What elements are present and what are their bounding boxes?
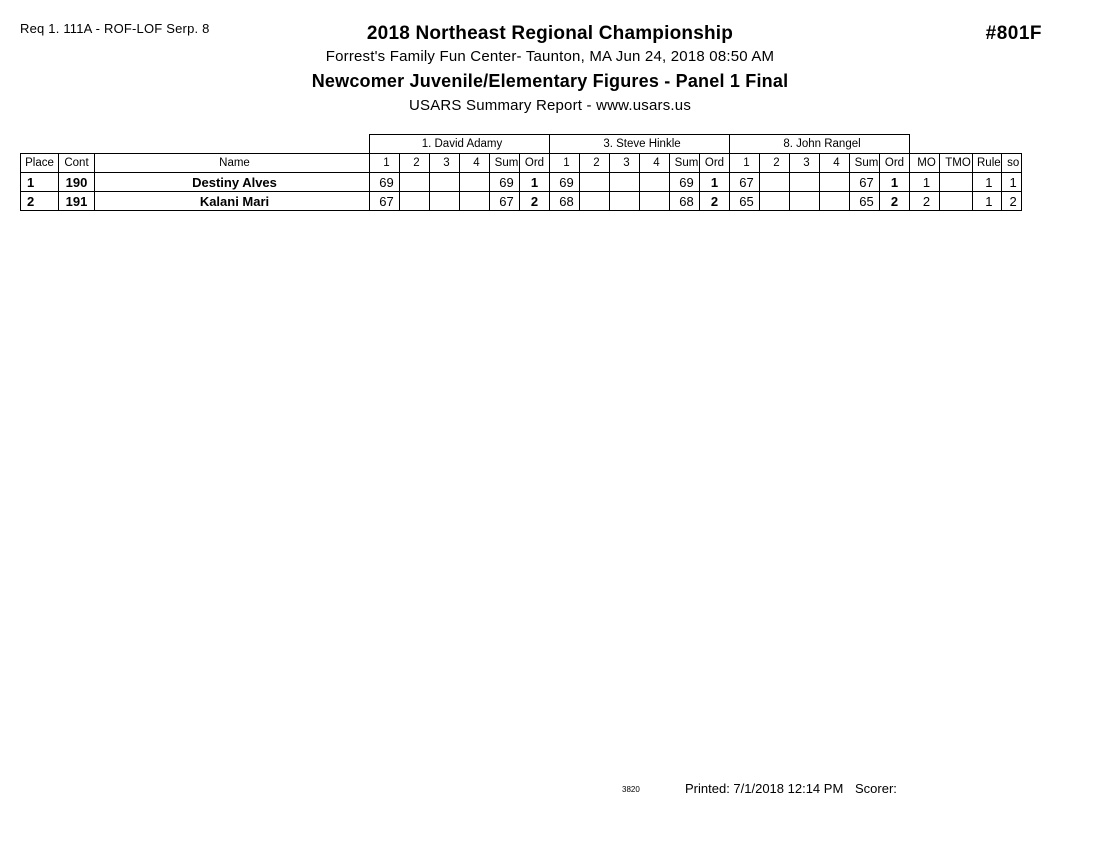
header-j3-sum: Sum — [850, 154, 880, 173]
row-j1-score-1: 67 — [370, 192, 400, 211]
table-row — [21, 192, 1022, 211]
header-j3-score-4: 4 — [820, 154, 850, 173]
row-j3-score-4 — [820, 192, 850, 211]
header-j2-score-3: 3 — [610, 154, 640, 173]
row-j2-score-3 — [610, 173, 640, 192]
row-rule: 1 — [973, 173, 1002, 192]
row-tmo — [940, 192, 973, 211]
event-code: #801F — [985, 23, 1042, 44]
spacer-cell — [973, 135, 1002, 154]
report-subtitle: USARS Summary Report - www.usars.us — [408, 97, 692, 114]
row-j3-score-1: 65 — [730, 192, 760, 211]
judge-1-header: 1. David Adamy — [370, 135, 550, 154]
spacer-cell — [940, 135, 973, 154]
row-j1-ord: 2 — [520, 192, 550, 211]
row-name: Kalani Mari — [95, 192, 370, 211]
header-j3-score-3: 3 — [790, 154, 820, 173]
row-j3-score-3 — [790, 173, 820, 192]
division-title: Newcomer Juvenile/Elementary Figures - Panel 1 Final — [311, 71, 789, 91]
row-j1-sum: 69 — [490, 173, 520, 192]
header-j1-score-2: 2 — [400, 154, 430, 173]
header-j3-score-2: 2 — [760, 154, 790, 173]
row-j2-sum: 68 — [670, 192, 700, 211]
row-j2-ord: 1 — [700, 173, 730, 192]
column-header-row — [21, 154, 1022, 173]
header-j2-score-1: 1 — [550, 154, 580, 173]
header-j1-score-1: 1 — [370, 154, 400, 173]
row-j3-score-1: 67 — [730, 173, 760, 192]
header-place: Place — [21, 154, 59, 173]
row-so: 1 — [1001, 173, 1021, 192]
table-row — [21, 173, 1022, 192]
header-j2-score-4: 4 — [640, 154, 670, 173]
row-place: 1 — [21, 173, 59, 192]
requirement-line: Req 1. 111A - ROF-LOF Serp. 8 — [20, 21, 210, 36]
venue-line: Forrest's Family Fun Center- Taunton, MA Jun 24, 2018 08:50 AM — [325, 48, 775, 65]
row-j3-sum: 67 — [850, 173, 880, 192]
header-so: so — [1001, 154, 1021, 173]
row-j1-score-2 — [400, 173, 430, 192]
row-j1-score-4 — [460, 173, 490, 192]
header-name: Name — [95, 154, 370, 173]
row-rule: 1 — [973, 192, 1002, 211]
results-table — [20, 134, 1022, 211]
header-j1-sum: Sum — [490, 154, 520, 173]
row-j1-score-1: 69 — [370, 173, 400, 192]
row-j3-score-2 — [760, 173, 790, 192]
row-so: 2 — [1001, 192, 1021, 211]
row-cont: 191 — [59, 192, 95, 211]
row-j2-score-3 — [610, 192, 640, 211]
page-title: 2018 Northeast Regional Championship — [366, 23, 734, 44]
row-j1-score-4 — [460, 192, 490, 211]
row-mo: 1 — [910, 173, 940, 192]
printed-timestamp: Printed: 7/1/2018 12:14 PM — [685, 781, 844, 796]
header-j2-sum: Sum — [670, 154, 700, 173]
row-j2-score-4 — [640, 192, 670, 211]
row-j2-score-2 — [580, 173, 610, 192]
row-j1-score-2 — [400, 192, 430, 211]
header-j2-score-2: 2 — [580, 154, 610, 173]
row-j3-ord: 1 — [880, 173, 910, 192]
header-j1-score-4: 4 — [460, 154, 490, 173]
row-mo: 2 — [910, 192, 940, 211]
row-j1-score-3 — [430, 173, 460, 192]
spacer-cell — [59, 135, 95, 154]
header-mo: MO — [910, 154, 940, 173]
header-j2-ord: Ord — [700, 154, 730, 173]
row-j3-score-3 — [790, 192, 820, 211]
judge-2-header: 3. Steve Hinkle — [550, 135, 730, 154]
row-j3-sum: 65 — [850, 192, 880, 211]
row-place: 2 — [21, 192, 59, 211]
header-rule: Rule — [973, 154, 1002, 173]
header-j3-ord: Ord — [880, 154, 910, 173]
spacer-cell — [95, 135, 370, 154]
row-j2-score-2 — [580, 192, 610, 211]
row-j2-score-1: 68 — [550, 192, 580, 211]
header-tmo: TMO — [940, 154, 973, 173]
row-cont: 190 — [59, 173, 95, 192]
row-j2-score-4 — [640, 173, 670, 192]
spacer-cell — [1001, 135, 1021, 154]
document-number: 3820 — [622, 785, 640, 794]
title-block — [0, 22, 1100, 118]
row-tmo — [940, 173, 973, 192]
judge-header-row — [21, 135, 1022, 154]
header-j1-score-3: 3 — [430, 154, 460, 173]
row-j3-ord: 2 — [880, 192, 910, 211]
judge-3-header: 8. John Rangel — [730, 135, 910, 154]
spacer-cell — [21, 135, 59, 154]
row-j1-score-3 — [430, 192, 460, 211]
row-j2-ord: 2 — [700, 192, 730, 211]
header-j3-score-1: 1 — [730, 154, 760, 173]
row-j3-score-2 — [760, 192, 790, 211]
row-j1-sum: 67 — [490, 192, 520, 211]
header-cont: Cont — [59, 154, 95, 173]
row-j3-score-4 — [820, 173, 850, 192]
row-j1-ord: 1 — [520, 173, 550, 192]
spacer-cell — [910, 135, 940, 154]
row-name: Destiny Alves — [95, 173, 370, 192]
results-table-wrapper — [20, 134, 1022, 211]
row-j2-sum: 69 — [670, 173, 700, 192]
header-j1-ord: Ord — [520, 154, 550, 173]
scorer-label: Scorer: — [855, 781, 897, 796]
row-j2-score-1: 69 — [550, 173, 580, 192]
